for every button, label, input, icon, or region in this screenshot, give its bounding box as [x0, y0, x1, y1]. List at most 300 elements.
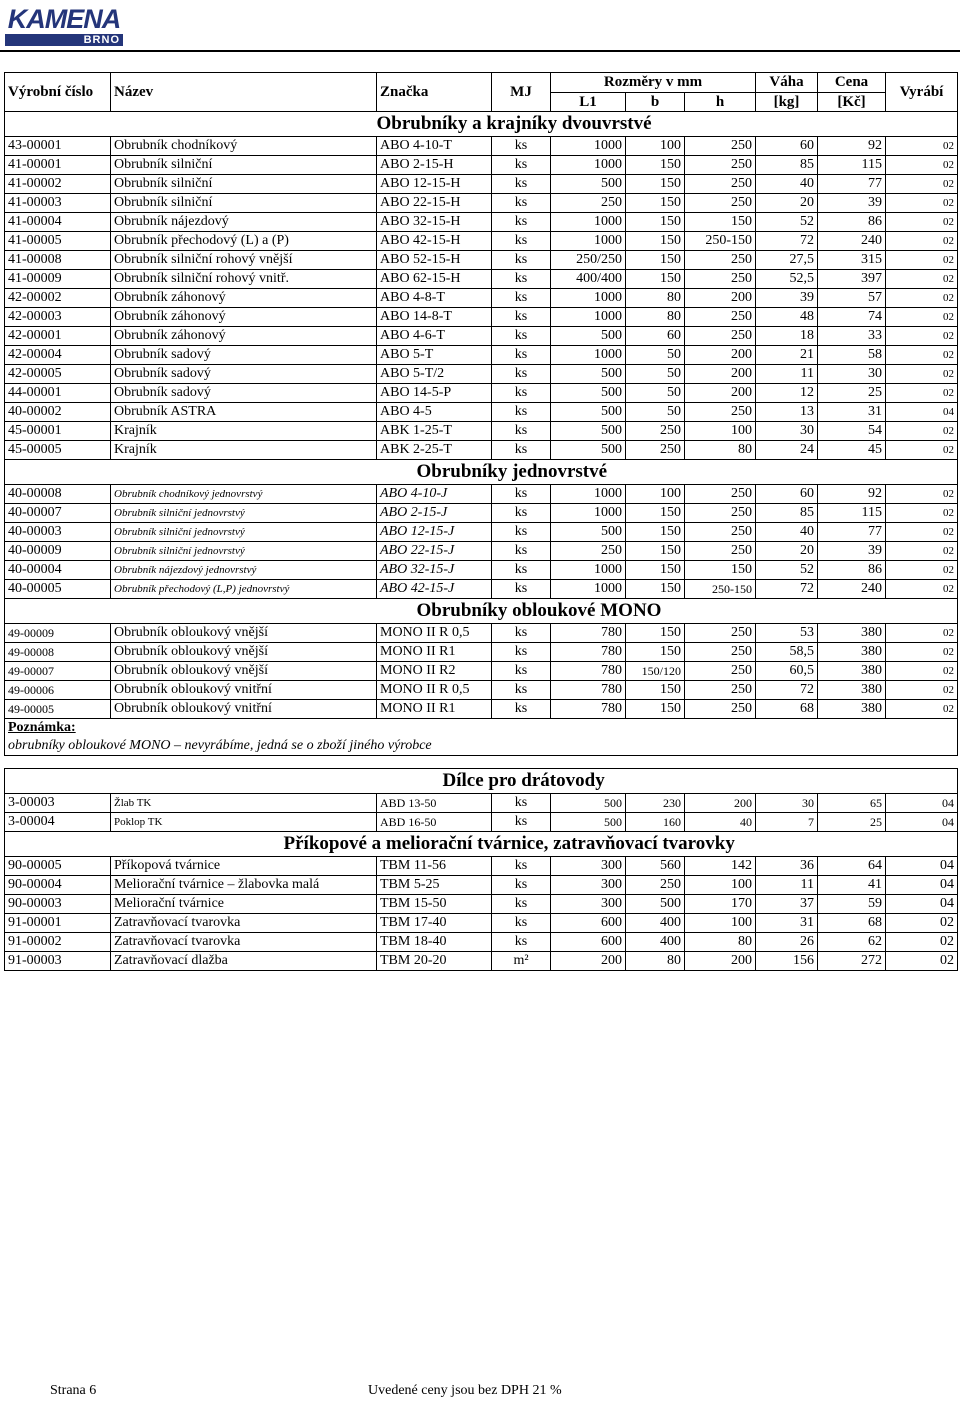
- table-row: [5, 365, 958, 384]
- cell-mark: ABO 14-5-P: [377, 384, 492, 403]
- cell-weight: 72: [756, 580, 818, 599]
- cell-b: 250: [626, 441, 685, 460]
- cell-name: Žlab TK: [111, 794, 377, 813]
- col-vaha: Váha: [756, 73, 818, 93]
- cell-l1: 1000: [551, 504, 626, 523]
- spacer-row: [5, 756, 958, 769]
- cell-weight: 53: [756, 624, 818, 643]
- table-row: [5, 914, 958, 933]
- cell-weight: 20: [756, 194, 818, 213]
- cell-producer: 02: [886, 422, 958, 441]
- cell-unit: ks: [492, 794, 551, 813]
- cell-price: 397: [818, 270, 886, 289]
- cell-mark: MONO II R2: [377, 662, 492, 681]
- col-cena-unit: [Kč]: [818, 92, 886, 112]
- col-b: b: [626, 92, 685, 112]
- cell-l1: 500: [551, 175, 626, 194]
- cell-price: 58: [818, 346, 886, 365]
- cell-name: Obrubník obloukový vnější: [111, 643, 377, 662]
- cell-b: 560: [626, 857, 685, 876]
- section-title: Obrubníky obloukové MONO: [377, 599, 958, 624]
- table-row: [5, 700, 958, 719]
- cell-unit: ks: [492, 327, 551, 346]
- cell-unit: ks: [492, 194, 551, 213]
- cell-l1: 250: [551, 194, 626, 213]
- cell-price: 115: [818, 504, 886, 523]
- cell-code: 41-00002: [5, 175, 111, 194]
- table-row: [5, 384, 958, 403]
- cell-l1: 1000: [551, 156, 626, 175]
- cell-weight: 68: [756, 700, 818, 719]
- section-title: Obrubníky jednovrstvé: [377, 460, 958, 485]
- cell-h: 250: [685, 308, 756, 327]
- cell-name: Obrubník ASTRA: [111, 403, 377, 422]
- cell-b: 150: [626, 700, 685, 719]
- cell-mark: ABO 12-15-H: [377, 175, 492, 194]
- table-row: [5, 213, 958, 232]
- cell-l1: 250: [551, 542, 626, 561]
- table-row: [5, 895, 958, 914]
- page-number: Strana 6: [50, 1383, 97, 1398]
- cell-weight: 21: [756, 346, 818, 365]
- cell-b: 230: [626, 794, 685, 813]
- cell-producer: 02: [886, 624, 958, 643]
- table-row: [5, 137, 958, 156]
- cell-code: 41-00008: [5, 251, 111, 270]
- cell-name: Obrubník silniční: [111, 156, 377, 175]
- cell-mark: ABO 4-10-J: [377, 485, 492, 504]
- cell-mark: ABO 5-T: [377, 346, 492, 365]
- table-row: [5, 580, 958, 599]
- cell-mark: TBM 15-50: [377, 895, 492, 914]
- cell-h: 250: [685, 662, 756, 681]
- cell-mark: TBM 20-20: [377, 952, 492, 971]
- table-row: [5, 813, 958, 832]
- cell-mark: ABO 22-15-J: [377, 542, 492, 561]
- cell-l1: 500: [551, 523, 626, 542]
- cell-price: 380: [818, 643, 886, 662]
- cell-name: Meliorační tvárnice: [111, 895, 377, 914]
- cell-h: 250: [685, 504, 756, 523]
- cell-price: 86: [818, 561, 886, 580]
- cell-price: 41: [818, 876, 886, 895]
- logo-wordmark: KAMENA: [5, 4, 123, 34]
- cell-h: 250-150: [685, 232, 756, 251]
- section-header-spacer: [5, 769, 377, 794]
- cell-name: Obrubník obloukový vnitřní: [111, 700, 377, 719]
- cell-l1: 500: [551, 441, 626, 460]
- cell-name: Krajník: [111, 422, 377, 441]
- cell-code: 40-00002: [5, 403, 111, 422]
- cell-mark: ABO 2-15-J: [377, 504, 492, 523]
- section-header-row: [5, 460, 958, 485]
- table-row: [5, 485, 958, 504]
- table-row: [5, 662, 958, 681]
- table-row: [5, 857, 958, 876]
- table-row: [5, 403, 958, 422]
- cell-weight: 60: [756, 137, 818, 156]
- cell-b: 400: [626, 914, 685, 933]
- cell-price: 25: [818, 813, 886, 832]
- cell-b: 50: [626, 384, 685, 403]
- cell-price: 39: [818, 194, 886, 213]
- cell-code: 40-00008: [5, 485, 111, 504]
- cell-h: 100: [685, 876, 756, 895]
- cell-unit: ks: [492, 504, 551, 523]
- cell-mark: TBM 11-56: [377, 857, 492, 876]
- cell-price: 92: [818, 137, 886, 156]
- cell-name: Meliorační tvárnice – žlabovka malá: [111, 876, 377, 895]
- cell-code: 90-00004: [5, 876, 111, 895]
- cell-price: 74: [818, 308, 886, 327]
- cell-h: 100: [685, 914, 756, 933]
- cell-unit: ks: [492, 523, 551, 542]
- cell-h: 250: [685, 270, 756, 289]
- cell-h: 250: [685, 700, 756, 719]
- cell-price: 77: [818, 175, 886, 194]
- cell-unit: ks: [492, 403, 551, 422]
- cell-unit: ks: [492, 251, 551, 270]
- cell-h: 40: [685, 813, 756, 832]
- cell-h: 80: [685, 933, 756, 952]
- cell-weight: 58,5: [756, 643, 818, 662]
- col-vyrobni-cislo: Výrobní číslo: [5, 73, 111, 112]
- cell-unit: ks: [492, 156, 551, 175]
- cell-price: 240: [818, 580, 886, 599]
- cell-price: 54: [818, 422, 886, 441]
- cell-l1: 1000: [551, 232, 626, 251]
- cell-b: 150: [626, 681, 685, 700]
- cell-code: 49-00007: [5, 662, 111, 681]
- logo-city: BRNO: [5, 34, 123, 46]
- cell-price: 86: [818, 213, 886, 232]
- cell-b: 500: [626, 895, 685, 914]
- cell-b: 400: [626, 933, 685, 952]
- cell-price: 240: [818, 232, 886, 251]
- cell-l1: 1000: [551, 561, 626, 580]
- cell-unit: ks: [492, 384, 551, 403]
- cell-code: 41-00004: [5, 213, 111, 232]
- cell-unit: ks: [492, 542, 551, 561]
- cell-l1: 1000: [551, 213, 626, 232]
- cell-unit: ks: [492, 700, 551, 719]
- cell-producer: 02: [886, 384, 958, 403]
- cell-h: 250: [685, 624, 756, 643]
- cell-mark: ABO 4-8-T: [377, 289, 492, 308]
- cell-price: 380: [818, 681, 886, 700]
- cell-h: 80: [685, 441, 756, 460]
- cell-l1: 500: [551, 794, 626, 813]
- cell-unit: ks: [492, 365, 551, 384]
- cell-weight: 30: [756, 794, 818, 813]
- cell-h: 100: [685, 422, 756, 441]
- cell-b: 150: [626, 194, 685, 213]
- cell-price: 380: [818, 624, 886, 643]
- cell-weight: 24: [756, 441, 818, 460]
- cell-weight: 156: [756, 952, 818, 971]
- cell-b: 150: [626, 213, 685, 232]
- cell-unit: ks: [492, 441, 551, 460]
- cell-price: 68: [818, 914, 886, 933]
- cell-mark: ABD 16-50: [377, 813, 492, 832]
- cell-unit: ks: [492, 662, 551, 681]
- cell-unit: ks: [492, 485, 551, 504]
- cell-h: 250: [685, 156, 756, 175]
- cell-weight: 7: [756, 813, 818, 832]
- cell-weight: 60,5: [756, 662, 818, 681]
- cell-weight: 30: [756, 422, 818, 441]
- note-label-row: [5, 719, 958, 738]
- cell-l1: 1000: [551, 346, 626, 365]
- cell-l1: 600: [551, 933, 626, 952]
- cell-h: 250-150: [685, 580, 756, 599]
- cell-producer: 02: [886, 485, 958, 504]
- cell-name: Obrubník chodníkový jednovrstvý: [111, 485, 377, 504]
- cell-producer: 02: [886, 914, 958, 933]
- cell-h: 250: [685, 327, 756, 346]
- cell-producer: 02: [886, 232, 958, 251]
- cell-b: 150: [626, 624, 685, 643]
- table-row: [5, 643, 958, 662]
- cell-name: Zatravňovací tvarovka: [111, 914, 377, 933]
- cell-code: 49-00009: [5, 624, 111, 643]
- cell-price: 33: [818, 327, 886, 346]
- cell-b: 150: [626, 643, 685, 662]
- cell-name: Obrubník sadový: [111, 384, 377, 403]
- cell-weight: 27,5: [756, 251, 818, 270]
- cell-b: 150: [626, 270, 685, 289]
- cell-mark: TBM 17-40: [377, 914, 492, 933]
- cell-price: 380: [818, 662, 886, 681]
- cell-producer: 02: [886, 137, 958, 156]
- table-row: [5, 441, 958, 460]
- table-row: [5, 308, 958, 327]
- cell-mark: MONO II R 0,5: [377, 681, 492, 700]
- cell-h: 250: [685, 403, 756, 422]
- cell-b: 150: [626, 251, 685, 270]
- cell-producer: 02: [886, 952, 958, 971]
- col-vaha-unit: [kg]: [756, 92, 818, 112]
- cell-b: 150: [626, 580, 685, 599]
- cell-code: 40-00004: [5, 561, 111, 580]
- table-row: [5, 232, 958, 251]
- cell-price: 59: [818, 895, 886, 914]
- cell-weight: 52,5: [756, 270, 818, 289]
- table-row: [5, 422, 958, 441]
- col-cena: Cena: [818, 73, 886, 93]
- table-row: [5, 624, 958, 643]
- cell-l1: 1000: [551, 137, 626, 156]
- cell-name: Obrubník silniční jednovrstvý: [111, 504, 377, 523]
- cell-producer: 02: [886, 643, 958, 662]
- cell-l1: 500: [551, 365, 626, 384]
- col-nazev: Název: [111, 73, 377, 112]
- cell-code: 91-00003: [5, 952, 111, 971]
- cell-code: 41-00005: [5, 232, 111, 251]
- cell-h: 200: [685, 952, 756, 971]
- cell-l1: 500: [551, 384, 626, 403]
- cell-code: 45-00001: [5, 422, 111, 441]
- col-vyrabi: Vyrábí: [886, 73, 958, 112]
- cell-price: 39: [818, 542, 886, 561]
- cell-weight: 60: [756, 485, 818, 504]
- cell-b: 250: [626, 876, 685, 895]
- cell-mark: MONO II R 0,5: [377, 624, 492, 643]
- cell-name: Obrubník sadový: [111, 365, 377, 384]
- cell-name: Zatravňovací dlažba: [111, 952, 377, 971]
- cell-code: 42-00002: [5, 289, 111, 308]
- cell-unit: ks: [492, 914, 551, 933]
- cell-h: 250: [685, 681, 756, 700]
- cell-name: Obrubník silniční jednovrstvý: [111, 542, 377, 561]
- cell-price: 25: [818, 384, 886, 403]
- cell-code: 3-00004: [5, 813, 111, 832]
- cell-h: 250: [685, 175, 756, 194]
- cell-producer: 02: [886, 542, 958, 561]
- cell-b: 150: [626, 561, 685, 580]
- cell-b: 150: [626, 175, 685, 194]
- cell-unit: ks: [492, 580, 551, 599]
- cell-l1: 1000: [551, 485, 626, 504]
- cell-mark: ABO 42-15-H: [377, 232, 492, 251]
- table-row: [5, 876, 958, 895]
- cell-name: Příkopová tvárnice: [111, 857, 377, 876]
- cell-producer: 02: [886, 213, 958, 232]
- cell-name: Obrubník nájezdový: [111, 213, 377, 232]
- table-row: [5, 681, 958, 700]
- cell-l1: 300: [551, 895, 626, 914]
- cell-h: 250: [685, 523, 756, 542]
- cell-unit: ks: [492, 624, 551, 643]
- cell-name: Obrubník obloukový vnitřní: [111, 681, 377, 700]
- table-row: [5, 933, 958, 952]
- cell-h: 200: [685, 289, 756, 308]
- price-table: [4, 72, 958, 971]
- cell-mark: ABK 2-25-T: [377, 441, 492, 460]
- cell-mark: ABO 14-8-T: [377, 308, 492, 327]
- cell-unit: ks: [492, 857, 551, 876]
- cell-weight: 31: [756, 914, 818, 933]
- cell-unit: ks: [492, 643, 551, 662]
- cell-h: 250: [685, 485, 756, 504]
- cell-l1: 400/400: [551, 270, 626, 289]
- cell-unit: ks: [492, 346, 551, 365]
- col-znacka: Značka: [377, 73, 492, 112]
- col-l1: L1: [551, 92, 626, 112]
- cell-mark: TBM 5-25: [377, 876, 492, 895]
- cell-price: 45: [818, 441, 886, 460]
- cell-weight: 12: [756, 384, 818, 403]
- cell-b: 50: [626, 365, 685, 384]
- cell-code: 90-00005: [5, 857, 111, 876]
- table-row: [5, 270, 958, 289]
- cell-h: 250: [685, 251, 756, 270]
- cell-l1: 780: [551, 700, 626, 719]
- cell-unit: ks: [492, 422, 551, 441]
- cell-weight: 18: [756, 327, 818, 346]
- cell-weight: 11: [756, 365, 818, 384]
- cell-b: 60: [626, 327, 685, 346]
- cell-weight: 40: [756, 175, 818, 194]
- cell-weight: 52: [756, 213, 818, 232]
- cell-name: Obrubník silniční rohový vnější: [111, 251, 377, 270]
- cell-weight: 85: [756, 504, 818, 523]
- cell-weight: 72: [756, 232, 818, 251]
- col-rozmery: Rozměry v mm: [551, 73, 756, 93]
- cell-code: 42-00005: [5, 365, 111, 384]
- cell-unit: ks: [492, 289, 551, 308]
- cell-name: Obrubník obloukový vnější: [111, 662, 377, 681]
- cell-price: 57: [818, 289, 886, 308]
- cell-mark: ABO 2-15-H: [377, 156, 492, 175]
- cell-code: 49-00008: [5, 643, 111, 662]
- cell-name: Obrubník záhonový: [111, 327, 377, 346]
- cell-code: 40-00005: [5, 580, 111, 599]
- cell-b: 150: [626, 523, 685, 542]
- table-row: [5, 561, 958, 580]
- header-rule: [0, 50, 960, 52]
- cell-producer: 04: [886, 794, 958, 813]
- cell-b: 100: [626, 485, 685, 504]
- cell-code: 49-00006: [5, 681, 111, 700]
- cell-code: 44-00001: [5, 384, 111, 403]
- cell-h: 200: [685, 794, 756, 813]
- cell-price: 380: [818, 700, 886, 719]
- cell-name: Obrubník silniční: [111, 175, 377, 194]
- cell-code: 42-00001: [5, 327, 111, 346]
- cell-unit: ks: [492, 561, 551, 580]
- cell-unit: ks: [492, 232, 551, 251]
- table-row: [5, 504, 958, 523]
- cell-producer: 02: [886, 504, 958, 523]
- cell-price: 77: [818, 523, 886, 542]
- cell-name: Obrubník silniční rohový vnitř.: [111, 270, 377, 289]
- cell-weight: 37: [756, 895, 818, 914]
- cell-name: Obrubník sadový: [111, 346, 377, 365]
- cell-price: 31: [818, 403, 886, 422]
- cell-producer: 02: [886, 251, 958, 270]
- cell-producer: 02: [886, 700, 958, 719]
- cell-b: 80: [626, 952, 685, 971]
- cell-name: Obrubník silniční: [111, 194, 377, 213]
- cell-producer: 02: [886, 441, 958, 460]
- table-row: [5, 251, 958, 270]
- cell-unit: ks: [492, 895, 551, 914]
- cell-code: 90-00003: [5, 895, 111, 914]
- cell-code: 49-00005: [5, 700, 111, 719]
- cell-weight: 11: [756, 876, 818, 895]
- note-text: obrubníky obloukové MONO – nevyrábíme, jedná se o zboží jiného výrobce: [5, 737, 958, 756]
- cell-b: 150: [626, 156, 685, 175]
- cell-l1: 1000: [551, 308, 626, 327]
- cell-weight: 36: [756, 857, 818, 876]
- cell-l1: 780: [551, 643, 626, 662]
- cell-price: 65: [818, 794, 886, 813]
- cell-mark: ABO 12-15-J: [377, 523, 492, 542]
- cell-weight: 72: [756, 681, 818, 700]
- table-row: [5, 794, 958, 813]
- cell-code: 42-00004: [5, 346, 111, 365]
- cell-mark: MONO II R1: [377, 643, 492, 662]
- cell-l1: 780: [551, 681, 626, 700]
- cell-b: 150/120: [626, 662, 685, 681]
- section-header-row: [5, 599, 958, 624]
- cell-name: Obrubník chodníkový: [111, 137, 377, 156]
- cell-code: 91-00002: [5, 933, 111, 952]
- table-row: [5, 327, 958, 346]
- cell-producer: 04: [886, 876, 958, 895]
- cell-mark: ABO 42-15-J: [377, 580, 492, 599]
